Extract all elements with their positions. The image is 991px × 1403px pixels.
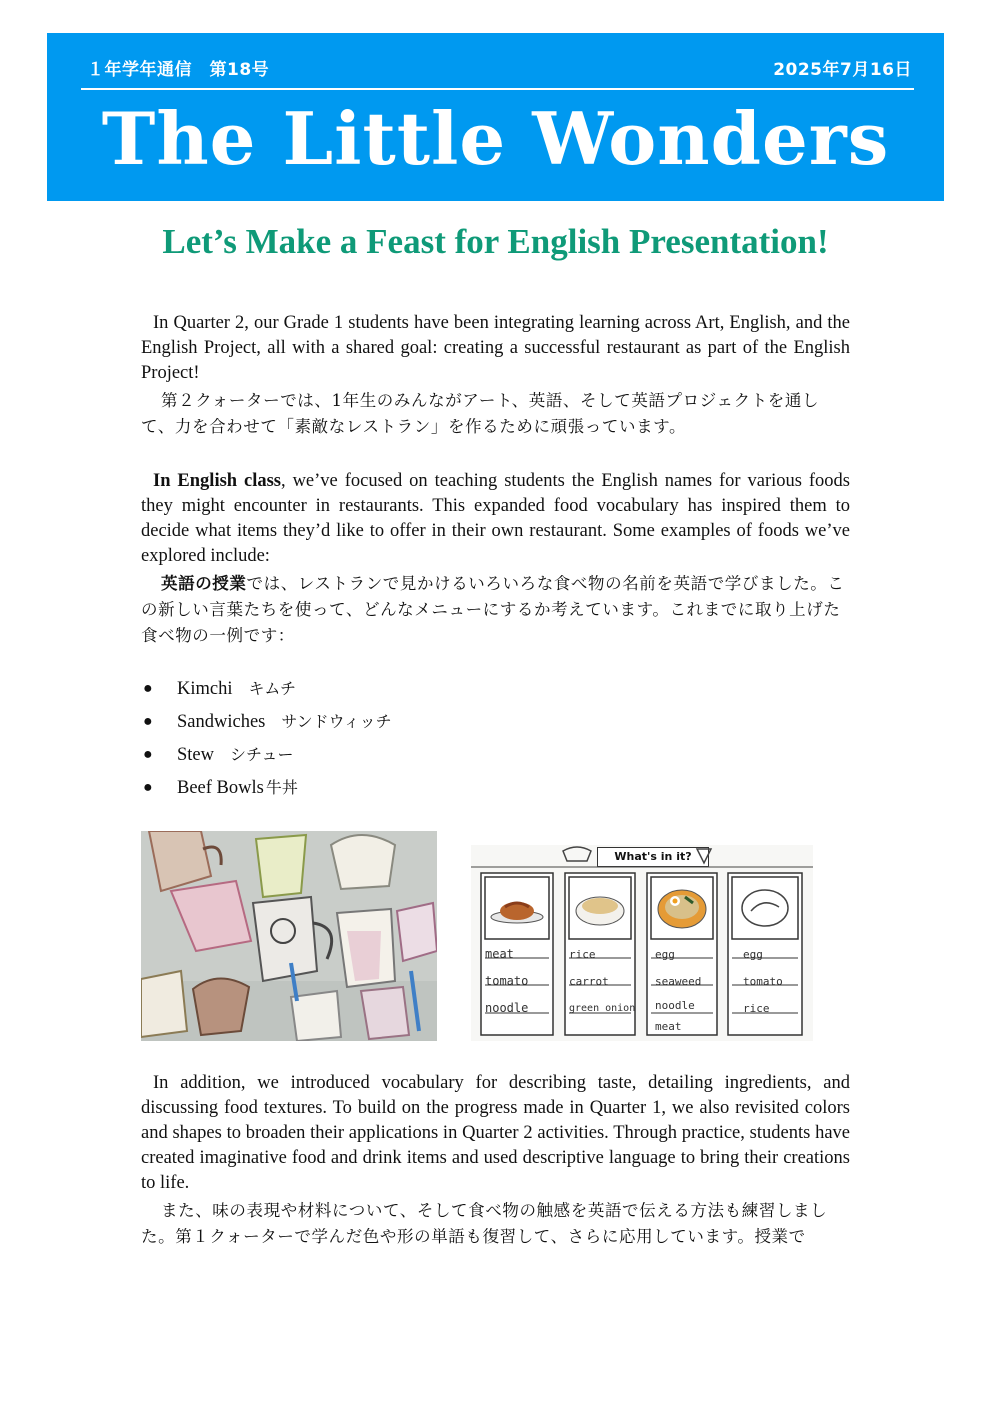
worksheet-column-3: egg seaweed noodle meat — [655, 948, 702, 1033]
intro-section — [141, 311, 850, 440]
issue-date: 2025年7月16日 — [773, 60, 912, 80]
list-item: ● Kimchi キムチ — [141, 676, 392, 709]
list-item: ● Sandwiches サンドウィッチ — [141, 709, 392, 742]
food-list — [141, 676, 392, 808]
addition-section — [141, 1071, 850, 1250]
bullet-icon: ● — [143, 779, 153, 796]
student-artwork-illustration — [141, 831, 437, 1041]
addition-japanese: また、味の表現や材料について、そして食べ物の触感を英語で伝える方法も練習しました。第１クォーターで学んだ色や形の単語も復習して、さらに応用しています。授業で — [141, 1201, 828, 1246]
newsletter-title: The Little Wonders — [101, 96, 890, 181]
english-class-lead: In English class — [153, 471, 282, 491]
worksheet-column-4: egg tomato rice — [743, 948, 783, 1015]
student-artwork-photo — [141, 831, 437, 1041]
english-class-body-ja: では、レストランで見かけるいろいろな食べ物の名前を英語で学びました。この新しい言葉たちを使って、どんなメニューにするか考えています。これまでに取り上げた食べ物の一例です： — [141, 574, 845, 645]
english-class-section — [141, 469, 850, 649]
english-class-english — [141, 469, 850, 569]
banner-divider — [81, 88, 914, 90]
worksheet-column-2: rice carrot green onion — [569, 948, 636, 1014]
worksheet-column-1: meat tomato noodle — [485, 947, 529, 1015]
intro-japanese: 第２クォーターでは、1年生のみんながアート、英語、そして英語プロジェクトを通して、力を合わせて「素敵なレストラン」を作るために頑張っています。 — [141, 391, 820, 436]
worksheet-title: What's in it? — [597, 847, 709, 867]
list-item: ● Stew シチュー — [141, 742, 392, 775]
list-item: ● Beef Bowls 牛丼 — [141, 775, 392, 808]
worksheet-photo — [471, 845, 813, 1041]
english-class-japanese — [141, 571, 850, 649]
addition-english: In addition, we introduced vocabulary for describing taste, detailing ingredients, and discussing food textures. To build on the progress made in Quarter 1, we also revisited colors and shapes to broaden their applications in Quarter 2 activities. Through practice, students have created imaginative food and drink items and used descriptive language to bring their creations to life. — [141, 1073, 850, 1193]
newsletter-banner — [47, 33, 944, 201]
english-class-lead-ja: 英語の授業 — [161, 574, 247, 593]
bullet-icon: ● — [143, 713, 153, 730]
article-headline: Let’s Make a Feast for English Presentation! — [162, 222, 829, 261]
intro-english: In Quarter 2, our Grade 1 students have been integrating learning across Art, English, and the English Project, all with a shared goal: creating a successful restaurant as part of the English Project! — [141, 313, 850, 383]
bullet-icon: ● — [143, 680, 153, 697]
bullet-icon: ● — [143, 746, 153, 763]
issue-label: １年学年通信 第18号 — [87, 60, 270, 80]
english-class-body: , we’ve focused on teaching students the English names for various foods they might encounter in restaurants. This expanded food vocabulary has inspired them to decide what items they’d like to offer in their own restaurant. Some examples of foods we’ve explored include: — [141, 471, 850, 566]
